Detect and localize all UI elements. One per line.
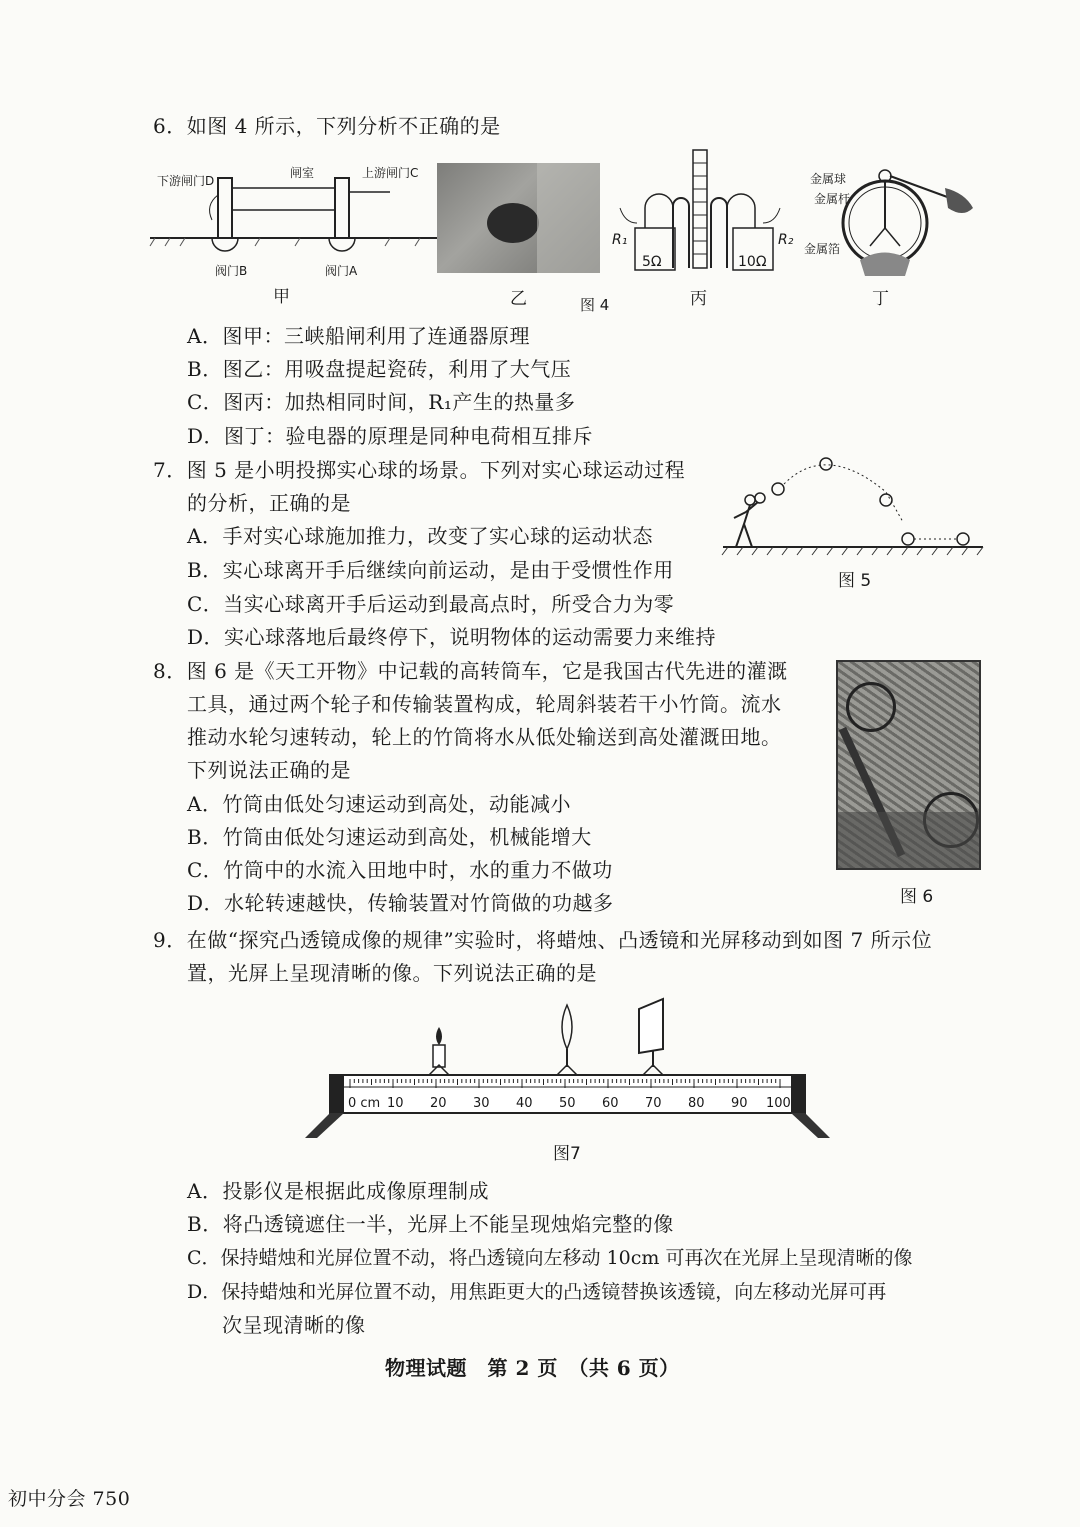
q7-option-a: A．手对实心球施加推力，改变了实心球的运动状态 [187,524,653,548]
label-valve-a: 阀门A [325,264,358,278]
label-metal-ball: 金属球 [810,172,847,186]
q9-option-c: C．保持蜡烛和光屏位置不动，将凸透镜向左移动 10cm 可再次在光屏上呈现清晰的像 [187,1247,913,1269]
label-lower-gate-d: 下游闸门D [157,174,215,188]
figure-5-caption: 图 5 [838,571,872,591]
q8-stem-line2: 工具，通过两个轮子和传输装置构成，轮周斜装若干小竹筒。流水 [187,692,782,716]
label-res-5: 5Ω [642,254,662,270]
ruler-label-70: 70 [645,1096,662,1111]
label-r1: R₁ [612,232,628,248]
ruler-label-80: 80 [688,1096,705,1111]
q8-stem-line3: 推动水轮匀速转动，轮上的竹筒将水从低处输送到高处灌溉田地。 [187,725,782,749]
ruler-label-10: 10 [387,1096,404,1111]
figure-4-caption: 图 4 [580,296,610,314]
ruler-label-0: 0 cm [348,1096,381,1111]
q7-stem-line2: 的分析，正确的是 [187,491,351,515]
q9-option-d-continued: 次呈现清晰的像 [222,1313,366,1337]
ruler-label-90: 90 [731,1096,748,1111]
q8-option-c: C．竹筒中的水流入田地中时，水的重力不做功 [187,858,613,882]
figure-6-caption: 图 6 [900,887,934,907]
label-chamber: 闸室 [290,166,315,180]
figure-4-ding-electroscope [840,168,980,278]
q7-option-d: D．实心球落地后最终停下，说明物体的运动需要力来维持 [187,625,717,649]
ruler-label-50: 50 [559,1096,576,1111]
ruler-label-60: 60 [602,1096,619,1111]
q8-option-d: D．水轮转速越快，传输装置对竹筒做的功越多 [187,891,614,915]
sub-caption-yi: 乙 [510,289,527,309]
figure-5-shot-put-trajectory [718,452,986,562]
q9-option-b: B．将凸透镜遮住一半，光屏上不能呈现烛焰完整的像 [187,1212,674,1236]
ruler-label-40: 40 [516,1096,533,1111]
figure-7-caption: 图7 [553,1144,581,1164]
q9-option-d: D．保持蜡烛和光屏位置不动，用焦距更大的凸透镜替换该透镜，向左移动光屏可再 [187,1281,887,1303]
page-footer: 物理试题 第 2 页 （共 6 页） [385,1356,680,1380]
figure-7-optical-bench [305,995,835,1140]
q7-option-b: B．实心球离开手后继续向前运动，是由于受惯性作用 [187,558,674,582]
figure-6-waterwheel-illustration [836,660,981,870]
label-res-10: 10Ω [738,254,767,270]
q8-stem-line1: 8．图 6 是《天工开物》中记载的高转筒车，它是我国古代先进的灌溉 [153,659,788,683]
label-upper-gate-c: 上游闸门C [362,166,419,180]
figure-4-yi-suction-photo [437,163,600,273]
q9-stem-line2: 置，光屏上呈现清晰的像。下列说法正确的是 [187,961,597,985]
ruler-label-20: 20 [430,1096,447,1111]
q8-option-a: A．竹筒由低处匀速运动到高处，动能减小 [187,792,571,816]
sub-caption-jia: 甲 [273,287,290,307]
q8-stem-line4: 下列说法正确的是 [187,758,351,782]
q7-stem-line1: 7．图 5 是小明投掷实心球的场景。下列对实心球运动过程 [153,458,686,482]
q8-option-b: B．竹筒由低处匀速运动到高处，机械能增大 [187,825,592,849]
ruler-label-100: 100 [766,1096,791,1111]
label-metal-rod: 金属杆 [814,192,851,206]
ruler-label-30: 30 [473,1096,490,1111]
q6-option-c: C．图丙：加热相同时间，R₁产生的热量多 [187,390,576,414]
sub-caption-bing: 丙 [690,289,707,309]
watermark: 初中分会 750 [8,1488,131,1510]
label-metal-foil: 金属箔 [804,242,841,256]
q9-option-a: A．投影仪是根据此成像原理制成 [187,1179,489,1203]
q6-option-a: A．图甲：三峡船闸利用了连通器原理 [187,324,530,348]
label-r2: R₂ [778,232,794,248]
q6-stem: 6．如图 4 所示，下列分析不正确的是 [153,114,501,138]
q6-option-b: B．图乙：用吸盘提起瓷砖，利用了大气压 [187,357,572,381]
q7-option-c: C．当实心球离开手后运动到最高点时，所受合力为零 [187,592,675,616]
label-valve-b: 阀门B [215,264,248,278]
q9-stem-line1: 9．在做“探究凸透镜成像的规律”实验时，将蜡烛、凸透镜和光屏移动到如图 7 所示位 [153,928,933,952]
sub-caption-ding: 丁 [872,289,889,309]
q6-option-d: D．图丁：验电器的原理是同种电荷相互排斥 [187,424,594,448]
